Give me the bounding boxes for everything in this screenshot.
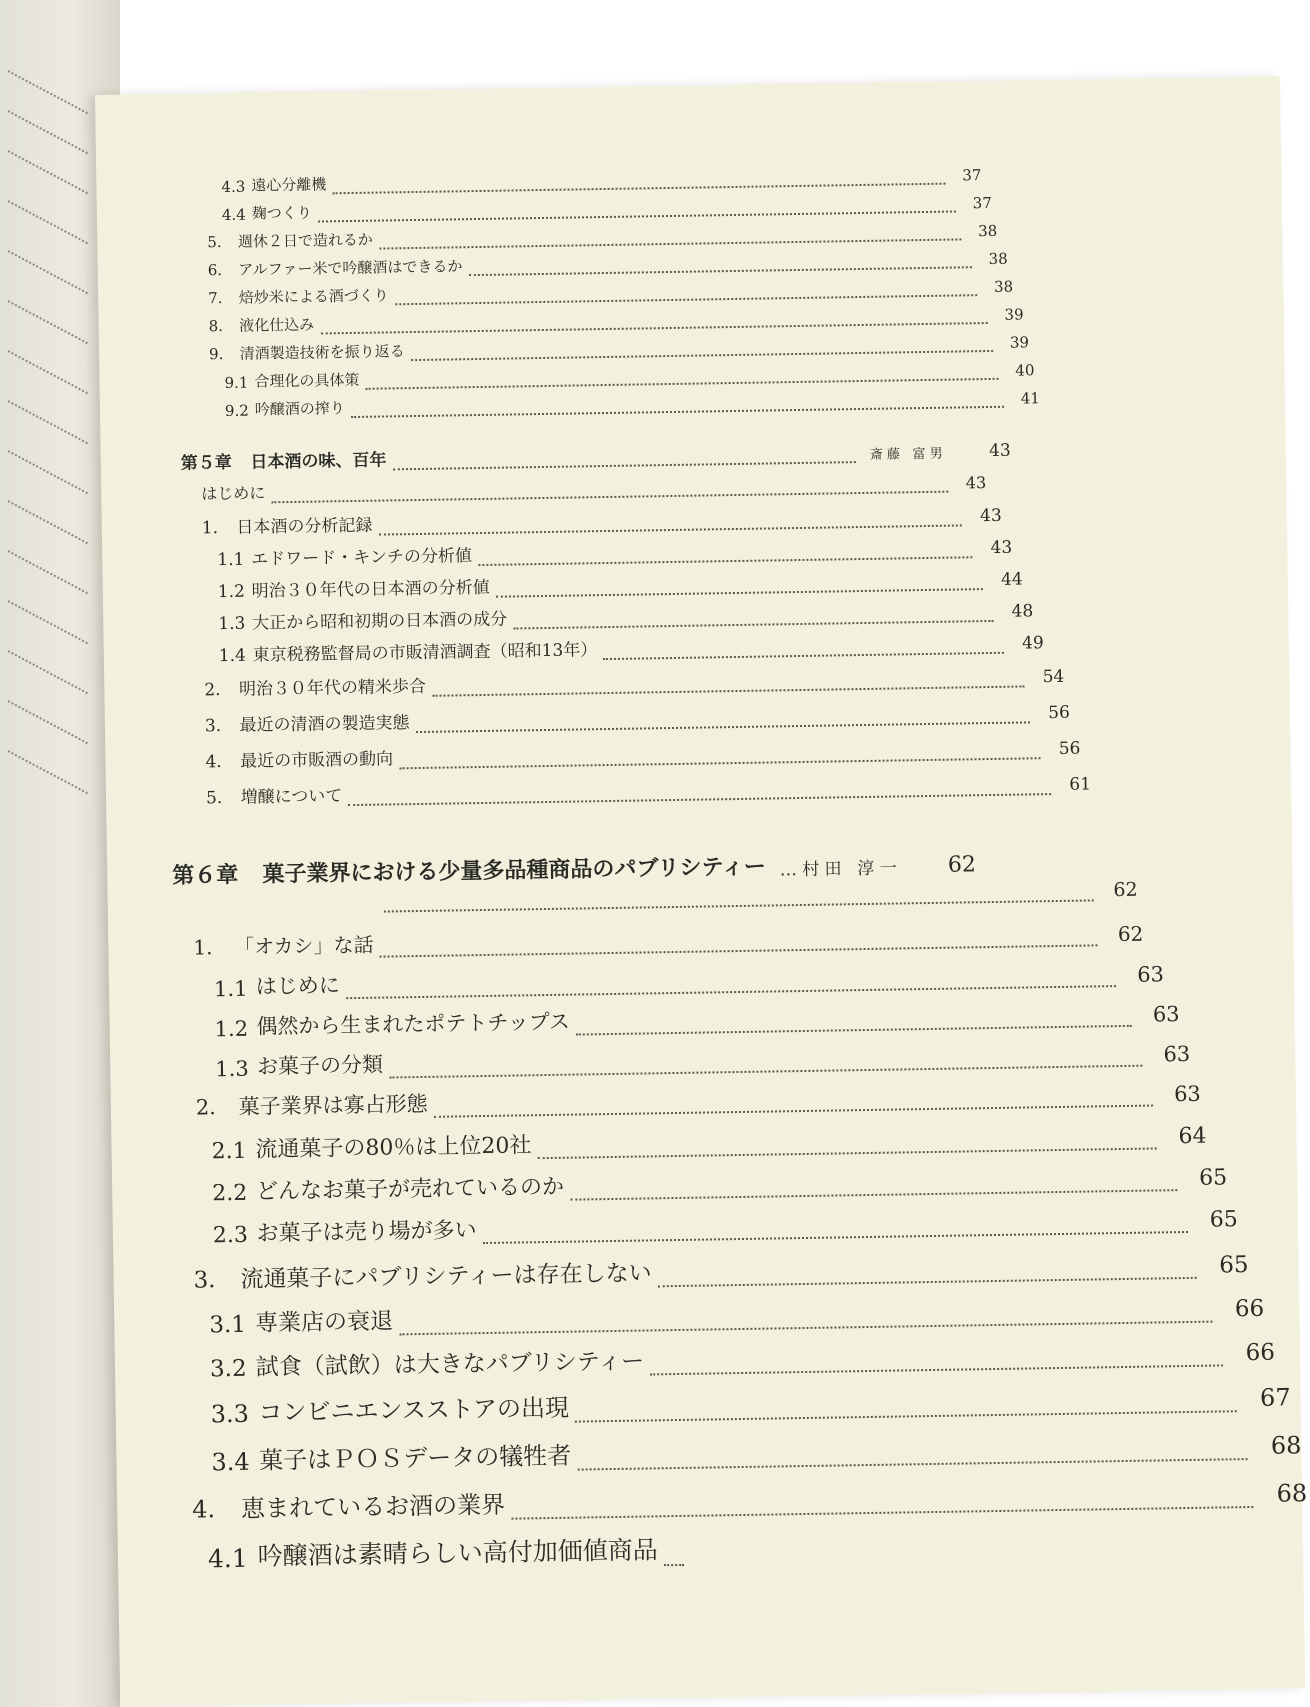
toc-entry-title: 増醸について [240, 786, 343, 808]
toc-entry-page: 64 [1178, 1123, 1207, 1150]
toc-entry-title: 麹つくり [251, 203, 312, 223]
chapter-6-author: …村田 淳一 [779, 858, 903, 881]
facing-page-leader [8, 350, 88, 394]
toc-entry-number: 6． [207, 260, 233, 280]
toc-entry-leader [351, 398, 1004, 419]
toc-entry-leader [384, 889, 1094, 913]
toc-entry-title: 偶然から生まれたポテトチップス [256, 1009, 571, 1039]
toc-entry-leader [513, 611, 993, 630]
toc-entry-title: 焙炒米による酒づくり [238, 286, 389, 307]
toc-entry [210, 1376, 1290, 1428]
toc-entry [218, 596, 1033, 634]
toc-entry-title: 東京税務監督局の市販清酒調査（昭和13年） [252, 640, 598, 666]
toc-entry-leader [380, 933, 1098, 957]
toc-entry-number: 2． [195, 1095, 231, 1120]
chapter-5-author: 斎藤 富男 [869, 446, 947, 463]
toc-entry-number: 4． [205, 751, 234, 773]
toc-entry-leader [577, 1445, 1247, 1471]
toc-entry-title: 大正から昭和初期の日本酒の成分 [252, 609, 508, 634]
toc-entry-number: 3.1 [209, 1311, 247, 1339]
toc-entry-leader [389, 1053, 1142, 1078]
facing-page-leader [8, 110, 88, 154]
toc-entry-leader [332, 174, 945, 194]
toc-entry-title: 菓子業界は寡占形態 [238, 1091, 428, 1119]
toc-entry-page: 68 [1276, 1479, 1308, 1508]
toc-entry-title: 菓子はＰＯＳデータの犠牲者 [259, 1441, 572, 1475]
facing-page-leader [8, 400, 88, 444]
toc-entry [218, 564, 1023, 602]
toc-entry-page: 48 [1011, 601, 1034, 622]
toc-entry-page: 62 [1117, 921, 1144, 947]
facing-page-leader [8, 300, 88, 344]
toc-entry-title: 週休２日で造れるか [237, 230, 374, 251]
toc-entry [201, 469, 986, 504]
toc-entry [219, 628, 1044, 666]
toc-entry [210, 1333, 1275, 1383]
toc-entry-number: 5． [207, 232, 233, 252]
toc-entry-number: 3.3 [210, 1399, 250, 1429]
toc-entry-leader [511, 1493, 1253, 1520]
toc-entry [205, 734, 1080, 773]
toc-entry-leader [576, 1013, 1132, 1035]
toc-entry-leader [399, 748, 1040, 769]
chapter-5-leader [392, 452, 855, 471]
toc-entry-leader [496, 579, 983, 598]
toc-entry-number: 1.2 [217, 581, 246, 603]
toc-entry-leader [664, 1550, 684, 1566]
toc-entry-page: 44 [1000, 569, 1023, 590]
toc-entry-title: 液化仕込み [239, 315, 315, 335]
facing-page-leader [8, 250, 88, 294]
facing-page-leader [8, 550, 88, 594]
toc-entry-page: 65 [1209, 1207, 1239, 1233]
toc-entry-leader [271, 482, 948, 503]
toc-entry [222, 191, 992, 224]
toc-entry-leader [348, 784, 1051, 806]
toc-entry-number: 1.1 [217, 549, 245, 571]
toc-entry-page: 39 [1004, 305, 1024, 324]
toc-entry-title: 最近の市販酒の動向 [239, 749, 394, 772]
toc-entry-page: 56 [1058, 738, 1081, 759]
toc-entry-title: お菓子は売り場が多い [256, 1218, 477, 1247]
toc-entry-page: 56 [1048, 702, 1070, 724]
toc-entry [209, 330, 1029, 364]
toc-entry-page: 62 [1113, 878, 1138, 902]
toc-entry [208, 247, 1008, 281]
toc-entry-title: アルファー米で吟醸酒はできるか [238, 257, 463, 279]
toc-entry-title: 流通菓子にパブリシティーは存在しない [240, 1260, 652, 1293]
toc-entry-leader [432, 676, 1024, 697]
toc-entry [215, 1036, 1190, 1081]
toc-entry-number: 1.2 [214, 1016, 249, 1042]
toc-entry-title: 合理化の具体策 [254, 370, 360, 391]
toc-entry-number: 4． [192, 1495, 232, 1524]
chapter-5-page: 43 [988, 440, 1011, 461]
toc-entry-number: 9.2 [224, 401, 249, 420]
toc-entry [202, 501, 1002, 539]
toc-entry-leader [379, 230, 962, 249]
toc-entry-number: 4.3 [221, 177, 246, 197]
toc-entry-page: 66 [1245, 1339, 1276, 1367]
toc-entry [205, 698, 1070, 737]
toc-entry-leader [650, 1352, 1223, 1376]
toc-entry-page: 39 [1009, 333, 1030, 352]
toc-entry-number: 2.1 [211, 1138, 247, 1165]
toc-entry [208, 302, 1023, 336]
toc-entry [213, 1201, 1238, 1248]
toc-entry [206, 769, 1091, 808]
toc-entry-title: 恵まれているお酒の業界 [240, 1490, 506, 1523]
toc-entry-title: 日本酒の分析記録 [236, 515, 373, 538]
toc-entry-number: 7． [208, 288, 233, 308]
toc-entry-title: はじめに [255, 973, 340, 999]
toc-entry [224, 358, 1034, 392]
toc-entry-page: 43 [979, 505, 1002, 527]
toc-entry [196, 1076, 1201, 1122]
toc-entry-leader [570, 1177, 1177, 1201]
toc-entry-leader [320, 314, 988, 335]
toc-entry-number: 4.4 [221, 205, 246, 225]
toc-entry-page: 65 [1219, 1252, 1249, 1279]
toc-entry-number: 1． [193, 935, 227, 960]
toc-entry-page: 63 [1163, 1041, 1191, 1067]
toc-entry-number: 2.2 [212, 1180, 248, 1207]
toc-entry-page: 49 [1021, 633, 1044, 654]
toc-entry [193, 917, 1143, 961]
toc-entry-title: 専業店の衰退 [254, 1308, 394, 1337]
facing-page-leader [8, 750, 88, 794]
toc-entry-leader [411, 342, 994, 361]
facing-page-leader [8, 700, 88, 744]
toc-entry [192, 1472, 1307, 1525]
chapter-5-heading [181, 436, 1011, 474]
toc-entry-number: 1.3 [218, 613, 246, 635]
toc-entry-number: 9.1 [224, 373, 249, 392]
toc-entry-leader [416, 712, 1030, 733]
toc-entry [214, 956, 1164, 1001]
toc-entry-number: 5． [205, 787, 235, 809]
toc-entry-title: エドワード・キンチの分析値 [251, 546, 473, 570]
facing-page-leader [8, 150, 88, 194]
toc-entry-leader [378, 515, 961, 536]
chapter-6-page: 62 [947, 852, 977, 878]
toc-entry-title: コンビニエンスストアの出現 [258, 1393, 570, 1427]
toc-entry-title: お菓子の分類 [256, 1052, 384, 1079]
toc-entry [211, 1424, 1301, 1476]
toc-entry-page: 37 [962, 166, 982, 185]
toc-entry-number: 3.4 [211, 1447, 250, 1477]
chapter-5-title: 日本酒の味、百年 [250, 450, 387, 473]
toc-entry-title: 明治３０年代の精米歩合 [238, 676, 427, 700]
toc-entry-title: 明治３０年代の日本酒の分析値 [251, 577, 490, 602]
facing-page-leader [8, 650, 88, 694]
toc-page [95, 76, 1308, 1706]
toc-entry-leader [483, 1219, 1188, 1244]
toc-entry-title: 清酒製造技術を振り返る [239, 342, 405, 363]
toc-entry-leader [434, 1093, 1153, 1118]
toc-entry [193, 1245, 1248, 1295]
toc-list-top [95, 76, 1280, 420]
toc-entry-leader [365, 370, 998, 390]
toc-entry-page: 38 [978, 221, 998, 241]
toc-entry-title: 最近の清酒の製造実態 [239, 713, 410, 736]
toc-entry-number: 1． [201, 517, 230, 539]
toc-entry [207, 219, 997, 252]
toc-entry-page: 38 [993, 277, 1014, 296]
toc-entry-leader [478, 547, 972, 566]
toc-entry-page: 41 [1020, 389, 1041, 408]
facing-page-leader [8, 450, 88, 494]
toc-entry-page: 63 [1137, 962, 1165, 987]
toc-entry [221, 163, 981, 196]
toc-entry-leader [346, 974, 1116, 1000]
toc-entry [212, 1159, 1227, 1206]
toc-entry-page: 37 [972, 193, 992, 213]
toc-entry-leader [318, 202, 956, 222]
facing-page-leader [8, 200, 88, 244]
toc-entry-leader [658, 1264, 1197, 1287]
toc-entry-title: どんなお菓子が売れているのか [255, 1174, 565, 1205]
facing-page-leader [8, 70, 88, 114]
toc-entry [208, 1525, 988, 1573]
toc-entry-title: 試食（試飲）は大きなパブリシティー [255, 1348, 645, 1381]
toc-entry-number: 1.4 [218, 645, 247, 667]
toc-entry-number: 3． [204, 715, 233, 737]
toc-entry-leader [399, 1308, 1212, 1335]
toc-entry-page: 67 [1259, 1383, 1291, 1412]
toc-entry [211, 1118, 1206, 1165]
toc-entry-title: 吟醸酒は素晴らしい高付加価値商品 [257, 1535, 658, 1571]
toc-entry-title: はじめに [201, 483, 266, 504]
toc-entry [225, 386, 1040, 420]
toc-entry-page: 63 [1173, 1081, 1202, 1107]
toc-entry-number: 4.1 [207, 1543, 248, 1574]
toc-entry-leader [603, 642, 1004, 660]
toc-entry-leader [575, 1397, 1237, 1423]
toc-entry-title: 吟醸酒の搾り [254, 399, 345, 419]
toc-entry-number: 3． [193, 1267, 232, 1294]
toc-entry [209, 1289, 1264, 1339]
chapter-6-title: 菓子業界における少量多品種商品のパブリシティー [262, 853, 766, 888]
chapter-6-number: 第６章 [172, 861, 239, 889]
toc-entry-page: 61 [1069, 774, 1092, 795]
toc-entry-page: 43 [965, 473, 987, 493]
toc-entry [217, 533, 1012, 570]
toc-entry-number: 2.3 [212, 1222, 249, 1249]
toc-entry-page: 40 [1015, 361, 1035, 380]
toc-entry-number: 1.1 [213, 976, 248, 1002]
toc-entry-leader [395, 286, 978, 305]
toc-entry-page: 63 [1152, 1002, 1180, 1027]
facing-page-leader [8, 600, 88, 644]
toc-entry-number: 3.2 [209, 1355, 247, 1383]
toc-entry-number: 9． [208, 344, 234, 364]
toc-entry-leader [537, 1135, 1156, 1159]
toc-entry-page: 65 [1198, 1165, 1228, 1191]
toc-entry-page: 54 [1042, 666, 1065, 688]
toc-entry-number: 2． [204, 679, 233, 701]
toc-entry-page: 38 [988, 249, 1008, 268]
toc-entry [214, 996, 1179, 1041]
toc-entry-number: 8． [208, 316, 234, 336]
toc-entry [208, 275, 1013, 309]
toc-entry-title: 「オカシ」な話 [233, 932, 374, 959]
toc-entry-number: 1.3 [215, 1056, 249, 1082]
toc-entry-page: 43 [990, 537, 1013, 558]
toc-entry-page: 68 [1270, 1431, 1302, 1460]
toc-entry-leader [468, 258, 971, 276]
toc-entry [204, 662, 1064, 701]
toc-entry-page: 66 [1234, 1295, 1265, 1323]
toc-entry-title: 遠心分離機 [251, 175, 327, 195]
toc-entry-title: 流通菓子の80％は上位20社 [255, 1133, 532, 1163]
facing-page-leader [8, 500, 88, 544]
chapter-5-number: 第５章 [180, 452, 232, 474]
